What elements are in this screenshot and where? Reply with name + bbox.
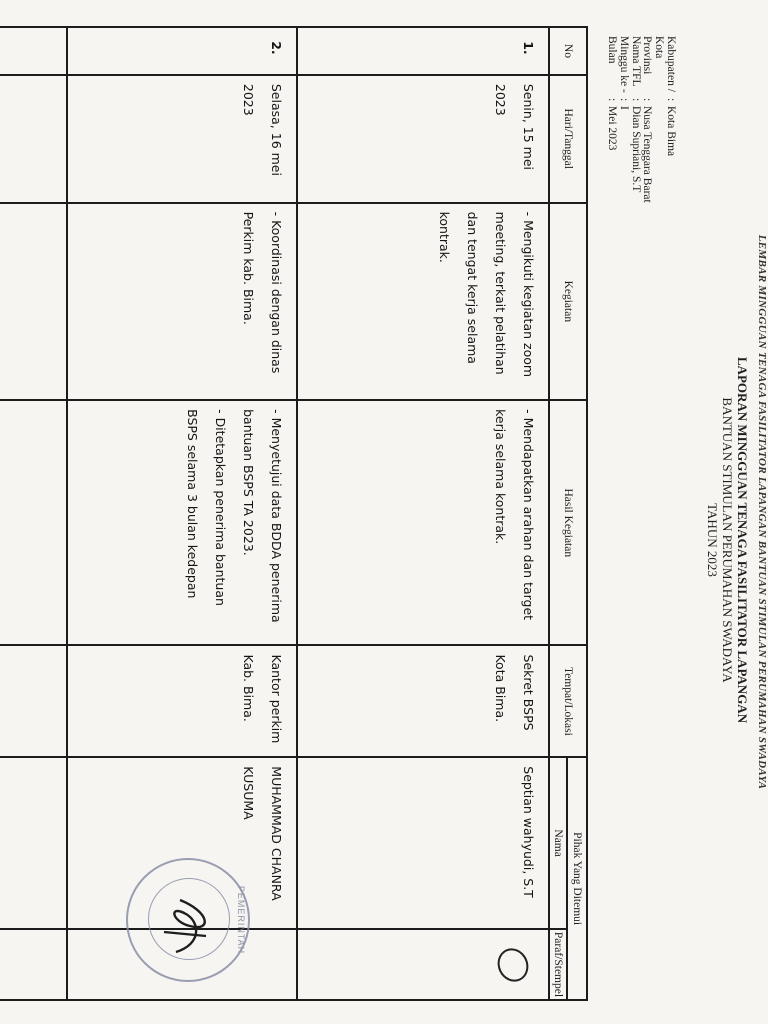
meta-key: Nama TFL (629, 36, 642, 87)
meta-key: Minggu ke - (617, 36, 630, 93)
cell-date: Senin, 15 mei 2023 (297, 75, 549, 203)
meta-row-nama-tfl: Nama TFL : Dian Supriani, S.T (629, 36, 642, 193)
signature-mark (496, 944, 530, 984)
meta-key: Bulan (606, 36, 619, 64)
cell-place: Kantor perkim Kab. Bima. (67, 645, 297, 757)
meta-row-bulan: Bulan : Mei 2023 (606, 36, 619, 151)
meta-key: Provinsi (641, 36, 654, 75)
table-row (0, 27, 67, 1000)
cell-result: - Mendapatkan arahan dan target kerja selama kontrak. (297, 400, 549, 645)
header-strip: LEMBAR MINGGUAN TENAGA FASILITATOR LAPANGAN BANTUAN STIMULAN PERUMAHAN SWADAYA (756, 234, 768, 790)
cell-place: Sekret BSPS Kota Bima. (297, 645, 549, 757)
cell-name: Septian wahyudi, S.T (297, 757, 549, 929)
cell-date: Selasa, 16 mei 2023 (67, 75, 297, 203)
header-date: Hari/Tanggal (549, 75, 587, 203)
cell-no: 2. (67, 27, 297, 75)
cell-activity (0, 203, 67, 401)
cell-no: 1. (297, 27, 549, 75)
activity-table (0, 26, 588, 1001)
report-title (705, 300, 750, 780)
header-activity: Kegiatan (549, 203, 587, 401)
cell-date (0, 75, 67, 203)
title-line-1: LAPORAN MINGGUAN TENAGA FASILITATOR LAPANGAN (735, 356, 750, 724)
cell-paraf (297, 929, 549, 1000)
meta-value: Nusa Tenggara Barat (641, 106, 654, 203)
official-stamp: PEMERINTAH (126, 858, 250, 982)
handwritten-signature (160, 892, 220, 962)
table-row (67, 27, 297, 1000)
cell-place (0, 645, 67, 757)
cell-activity: - Koordinasi dengan dinas Perkim kab. Bima. (67, 203, 297, 401)
header-place: Tempat/Lokasi (549, 645, 587, 757)
cell-no (0, 27, 67, 75)
meta-row-kota: Kabupaten / Kota : Kota Bima (653, 36, 677, 157)
meta-row-minggu: Minggu ke - : I (617, 36, 630, 110)
meta-row-provinsi: Provinsi : Nusa Tenggara Barat (641, 36, 654, 203)
meta-value: Mei 2023 (606, 106, 619, 151)
meta-value: Kota Bima (665, 106, 677, 157)
cell-result (0, 400, 67, 645)
header-paraf: Paraf/Stempel (549, 929, 567, 1000)
cell-paraf (0, 929, 67, 1000)
header-party: Pihak Yang Ditemui (567, 757, 587, 1000)
report-meta (605, 36, 676, 203)
title-line-3: TAHUN 2023 (705, 503, 720, 577)
meta-value: Dian Supriani, S.T (629, 106, 642, 193)
meta-key: Kabupaten / Kota (653, 36, 677, 92)
header-name: Nama (549, 757, 567, 929)
table-row (297, 27, 549, 1000)
cell-name (0, 757, 67, 929)
cell-name: MUHAMMAD CHANRA KUSUMA (67, 757, 297, 929)
title-line-2: BANTUAN STIMULAN PERUMAHAN SWADAYA (720, 397, 735, 683)
header-result: Hasil Kegiatan (549, 400, 587, 645)
header-no: No (549, 27, 587, 75)
cell-activity: - Mengikuti kegiatan zoom meeting, terkait pelatihan dan tengat kerja selama kontrak. (297, 203, 549, 401)
meta-value: I (617, 106, 630, 110)
cell-result: - Menyetujui data BDDA penerima bantuan BSPS TA 2023. - Ditetapkan penerima bantuan BSPS selama 3 bulan kedepan (67, 400, 297, 645)
